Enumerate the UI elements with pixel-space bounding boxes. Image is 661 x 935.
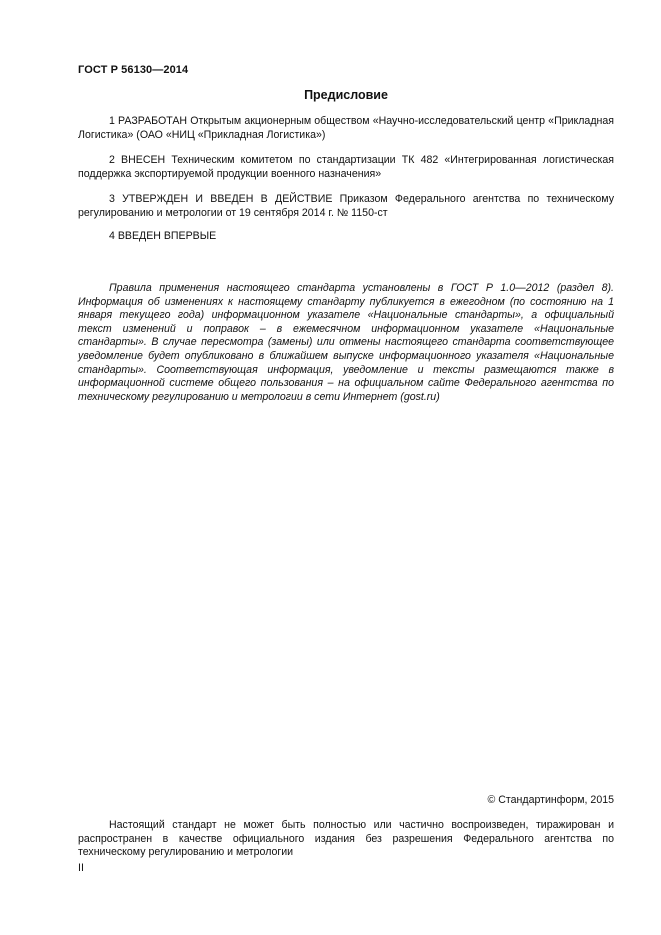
- page-title: Предисловие: [304, 88, 388, 102]
- paragraph-approved: 3 УТВЕРЖДЕН И ВВЕДЕН В ДЕЙСТВИЕ Приказом Федерального агентства по техническому регулированию и метрологии от 19 сентября 2014 г. № 1150-ст: [78, 193, 614, 219]
- paragraph-first-introduced: 4 ВВЕДЕН ВПЕРВЫЕ: [109, 230, 217, 242]
- document-code: ГОСТ Р 56130—2014: [78, 64, 189, 76]
- page-number: II: [78, 862, 84, 874]
- paragraph-developed-by: 1 РАЗРАБОТАН Открытым акционерным обществом «Научно-исследовательский центр «Прикладная Логистика» (ОАО «НИЦ «Прикладная Логистика»): [78, 115, 614, 141]
- standard-application-notice: Правила применения настоящего стандарта установлены в ГОСТ Р 1.0—2012 (раздел 8). Информация об изменениях к настоящему стандарту публикуется в ежегодном (по состоянию на 1 января текущего года) информационном указателе «Национальные стандарты», а официальный текст изменений и поправок – в ежемесячном информационном указателе «Национальные стандарты». В случае пересмотра (замены) или отмены настоящего стандарта соответствующее уведомление будет опубликовано в ближайшем выпуске информационного указателя «Национальные стандарты». Соответствующая информация, уведомление и тексты размещаются также в информационной системе общего пользования – на официальном сайте Федерального агентства по техническому регулированию и метрологии в сети Интернет (gost.ru): [78, 282, 614, 403]
- copyright-line: © Стандартинформ, 2015: [487, 794, 614, 806]
- reproduction-notice: Настоящий стандарт не может быть полностью или частично воспроизведен, тиражирован и распространен в качестве официального издания без разрешения Федерального агентства по техническому регулированию и метрологии: [78, 819, 614, 859]
- paragraph-submitted-by: 2 ВНЕСЕН Техническим комитетом по стандартизации ТК 482 «Интегрированная логистическая поддержка экспортируемой продукции военного назначения»: [78, 154, 614, 180]
